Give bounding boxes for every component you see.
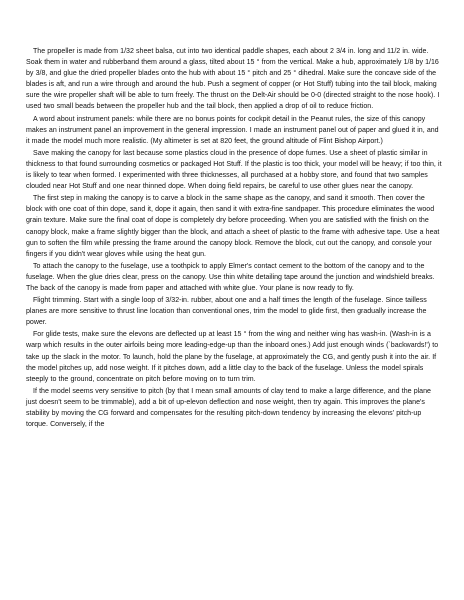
paragraph-flight-trimming: Flight trimming. Start with a single loop of 3/32-in. rubber, about one and a half times the length of the fuselage. Since tailless planes are more sensitive to thrust line location than conventional ones, trim the model to glide first, then gradually increase the power. (26, 297, 427, 327)
paragraph-pitch-sensitivity: If the model seems very sensitive to pitch (by that I mean small amounts of clay tend to make a large difference, and the plane just doesn't seem to be trimmable), add a bit of up-elevon deflection and nose weight, then try again. This improves the plane's stability by moving the CG forward and compensates for the resulting pitch-down tendency by increasing the elevons' pitch-up torque. Conversely, if the (26, 387, 431, 429)
paragraph-glide-tests: For glide tests, make sure the elevons are deflected up at least 15 ° from the wing and neither wing has wash-in. (Wash-in is a warp which results in the outer airfoils being more leading-edge-up than the inboard ones.) Add just enough winds (`backwards!') to take up the slack in the motor. To launch, hold the plane by the fuselage, at approximately the CG, and gently push it into the air. If the model pitches up, add nose weight. If it pitches down, add a little clay to the back of the fuselage. Unless the model spirals steeply to the ground, concentrate on pitch before moving on to turn trim. (26, 331, 439, 383)
paragraph-canopy-plastic: Save making the canopy for last because some plastics cloud in the presence of dope fumes. Use a sheet of plastic similar in thickness to that found surrounding cosmetics or packaged Hot Stuff. If the plastic is too thick, your model will be heavy; if too thin, it is likely to tear when formed. I experimented with three thicknesses, all purchased at a hobby store, and found that two samples clouded near Hot Stuff and one near thinned dope. When doing field repairs, be careful to use other glues near the canopy. (26, 149, 442, 191)
paragraph-propeller: The propeller is made from 1/32 sheet balsa, cut into two identical paddle shapes, each about 2 3/4 in. long and 11/2 in. wide. Soak them in water and rubberband them around a glass, tilted about 15 ° from the vertical. Make a hub, approximately 1/8 by 1/16 by 3/8, and glue the dried propeller blades onto the hub with about 15 ° pitch and 25 ° dihedral. Make sure the concave side of the blades is aft, and run a wire through and around the hub. Push a segment of copper (or Hot Stuff) tubing into the tail block, making sure the wire propeller shaft will be able to turn freely. The thrust on the Delt-Air should be 0-0 (directed straight to the nose hook). I used two small beads between the propeller hub and the tail block, then applied a drop of oil to reduce friction. (26, 48, 440, 111)
document-page (26, 46, 442, 431)
paragraph-canopy-attach: To attach the canopy to the fuselage, use a toothpick to apply Elmer's contact cement to the bottom of the canopy and to the fuselage. When the glue dries clear, press on the canopy. Use thin white detailing tape around the junction and windshield breaks. The back of the canopy is made from paper and attached with white glue. Your plane is now ready to fly. (26, 262, 435, 292)
paragraph-canopy-making: The first step in making the canopy is to carve a block in the same shape as the canopy, and sand it smooth. Then cover the block with one coat of thin dope, sand it, dope it again, then sand it with extra-fine sandpaper. This procedure eliminates the wood grain texture. Make sure the final coat of dope is completely dry before proceeding. When you are satisfied with the finish on the canopy block, make a frame slightly bigger than the block, and attach a sheet of plastic to the frame with adhesive tape. Use a heat gun to soften the film while pressing the frame around the canopy block. Remove the block, cut out the canopy, and console your fingers if you didn't wear gloves while using the heat gun. (26, 195, 440, 258)
paragraph-instrument-panels: A word about instrument panels: while there are no bonus points for cockpit detail in the Peanut rules, the size of this canopy makes an instrument panel an improvement in the general impression. I made an instrument panel out of paper and glued it in, and it made the model much more realistic. (My altimeter is set at 820 feet, the ground altitude of Flint Bishop Airport.) (26, 115, 439, 145)
